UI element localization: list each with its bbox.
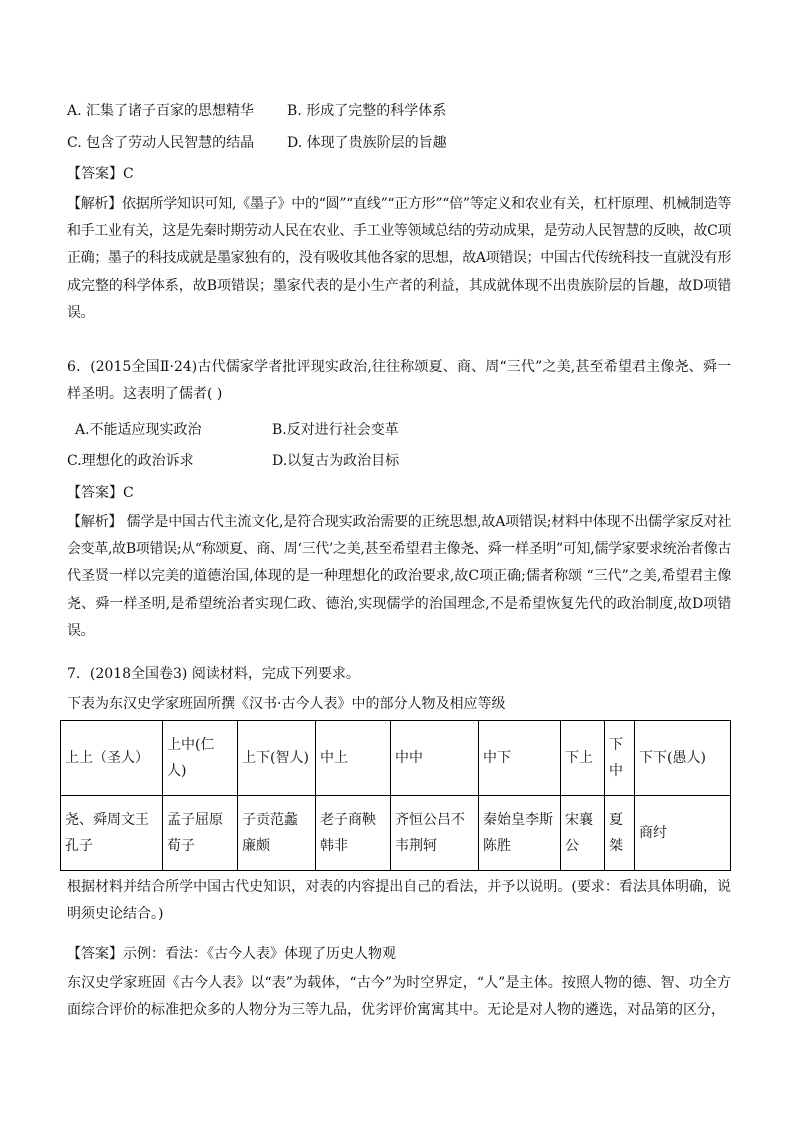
table-header-cell: 中中 xyxy=(391,721,479,796)
table-header-cell: 下中 xyxy=(605,721,635,796)
q6-option-d: D.以复古为政治目标 xyxy=(272,453,400,469)
q7-body: 东汉史学家班固《古今人表》以“表”为载体，“古今”为时空界定，“人”是主体。按照人物的德、智、功全方面综合评价的标准把众多的人物分为三等九品，优劣评价寓寓其中。无论是对人物的遴选，对品第的区分， xyxy=(67,975,731,1019)
table-caption: 下表为东汉史学家班固所撰《汉书·古今人表》中的部分人物及相应等级 xyxy=(67,696,506,712)
table-header-cell: 下上 xyxy=(561,721,605,796)
table-cell: 夏桀 xyxy=(605,796,635,871)
table-header-cell: 上上（圣人） xyxy=(61,721,163,796)
q6-stem: 6．(2015全国Ⅱ·24)古代儒家学者批评现实政治,往往称颂夏、商、周“三代”之美,甚至希望君主像尧、舜一样圣明。这表明了儒者( ) xyxy=(67,359,731,403)
table-row xyxy=(61,796,731,871)
q5-option-c: C. 包含了劳动人民智慧的结晶 xyxy=(67,135,255,151)
table-header-cell: 上下(智人) xyxy=(238,721,316,796)
table-cell: 商纣 xyxy=(635,796,731,871)
q7-answer: 【答案】示例：看法：《古今人表》体现了历史人物观 xyxy=(67,946,396,962)
table-cell: 子贡范蠡廉颇 xyxy=(238,796,316,871)
table-cell: 孟子屈原荀子 xyxy=(163,796,238,871)
q5-option-a: A. 汇集了诸子百家的思想精华 xyxy=(67,103,255,119)
table-cell: 老子商鞅韩非 xyxy=(316,796,391,871)
q5-option-b: B. 形成了完整的科学体系 xyxy=(287,103,447,119)
table-header-row xyxy=(61,721,731,796)
q6-answer: 【答案】C xyxy=(67,485,134,501)
q5-option-d: D. 体现了贵族阶层的旨趣 xyxy=(287,135,447,151)
q6-option-b: B.反对进行社会变革 xyxy=(272,422,399,438)
table-header-cell: 中下 xyxy=(479,721,561,796)
q7-stem: 7．(2018全国卷3) 阅读材料，完成下列要求。 xyxy=(67,666,360,682)
q7-task: 根据材料并结合所学中国古代史知识，对表的内容提出自己的看法，并予以说明。(要求：看法具体明确，说明须史论结合。) xyxy=(67,879,731,923)
table-cell: 齐恒公吕不韦荆轲 xyxy=(391,796,479,871)
q5-analysis: 【解析】依据所学知识可知,《墨子》中的“圆”“直线”“正方形”“倍”等定义和农业有关，杠杆原理、机械制造等和手工业有关，这是先秦时期劳动人民在农业、手工业等领域总结的劳动成果，是劳动人民智慧的反映，故C项正确；墨子的科技成就是墨家独有的，没有吸收其他各家的思想，故A项错误；中国古代传统科技一直就没有形成完整的科学体系，故B项错误；墨家代表的是小生产者的利益，其成就体现不出贵族阶层的旨趣，故D项错误。 xyxy=(67,196,731,321)
table-cell: 宋襄公 xyxy=(561,796,605,871)
table-header-cell: 中上 xyxy=(316,721,391,796)
table-header-cell: 下下(愚人) xyxy=(635,721,731,796)
q5-answer: 【答案】C xyxy=(67,166,134,182)
q6-option-a: A.不能适应现实政治 xyxy=(75,422,202,438)
table-cell: 尧、舜周文王孔子 xyxy=(61,796,163,871)
q6-analysis: 【解析】 儒学是中国古代主流文化,是符合现实政治需要的正统思想,故A项错误;材料中体现不出儒学家反对社会变革,故B项错误;从“称颂夏、商、周‘三代’之美,甚至希望君主像尧、舜一样圣明”可知,儒学家要求统治者像古代圣贤一样以完美的道德治国,体现的是一种理想化的政治要求,故C项正确;儒者称颂 “三代”之美,希望君主像尧、舜一样圣明,是希望统治者实现仁政、德治,实现儒学的治国理念,不是希望恢复先代的政治制度,故D项错误。 xyxy=(67,514,731,639)
q6-option-c: C.理想化的政治诉求 xyxy=(67,453,194,469)
table-cell: 秦始皇李斯陈胜 xyxy=(479,796,561,871)
table-header-cell: 上中(仁人) xyxy=(163,721,238,796)
ranking-table xyxy=(60,720,731,871)
